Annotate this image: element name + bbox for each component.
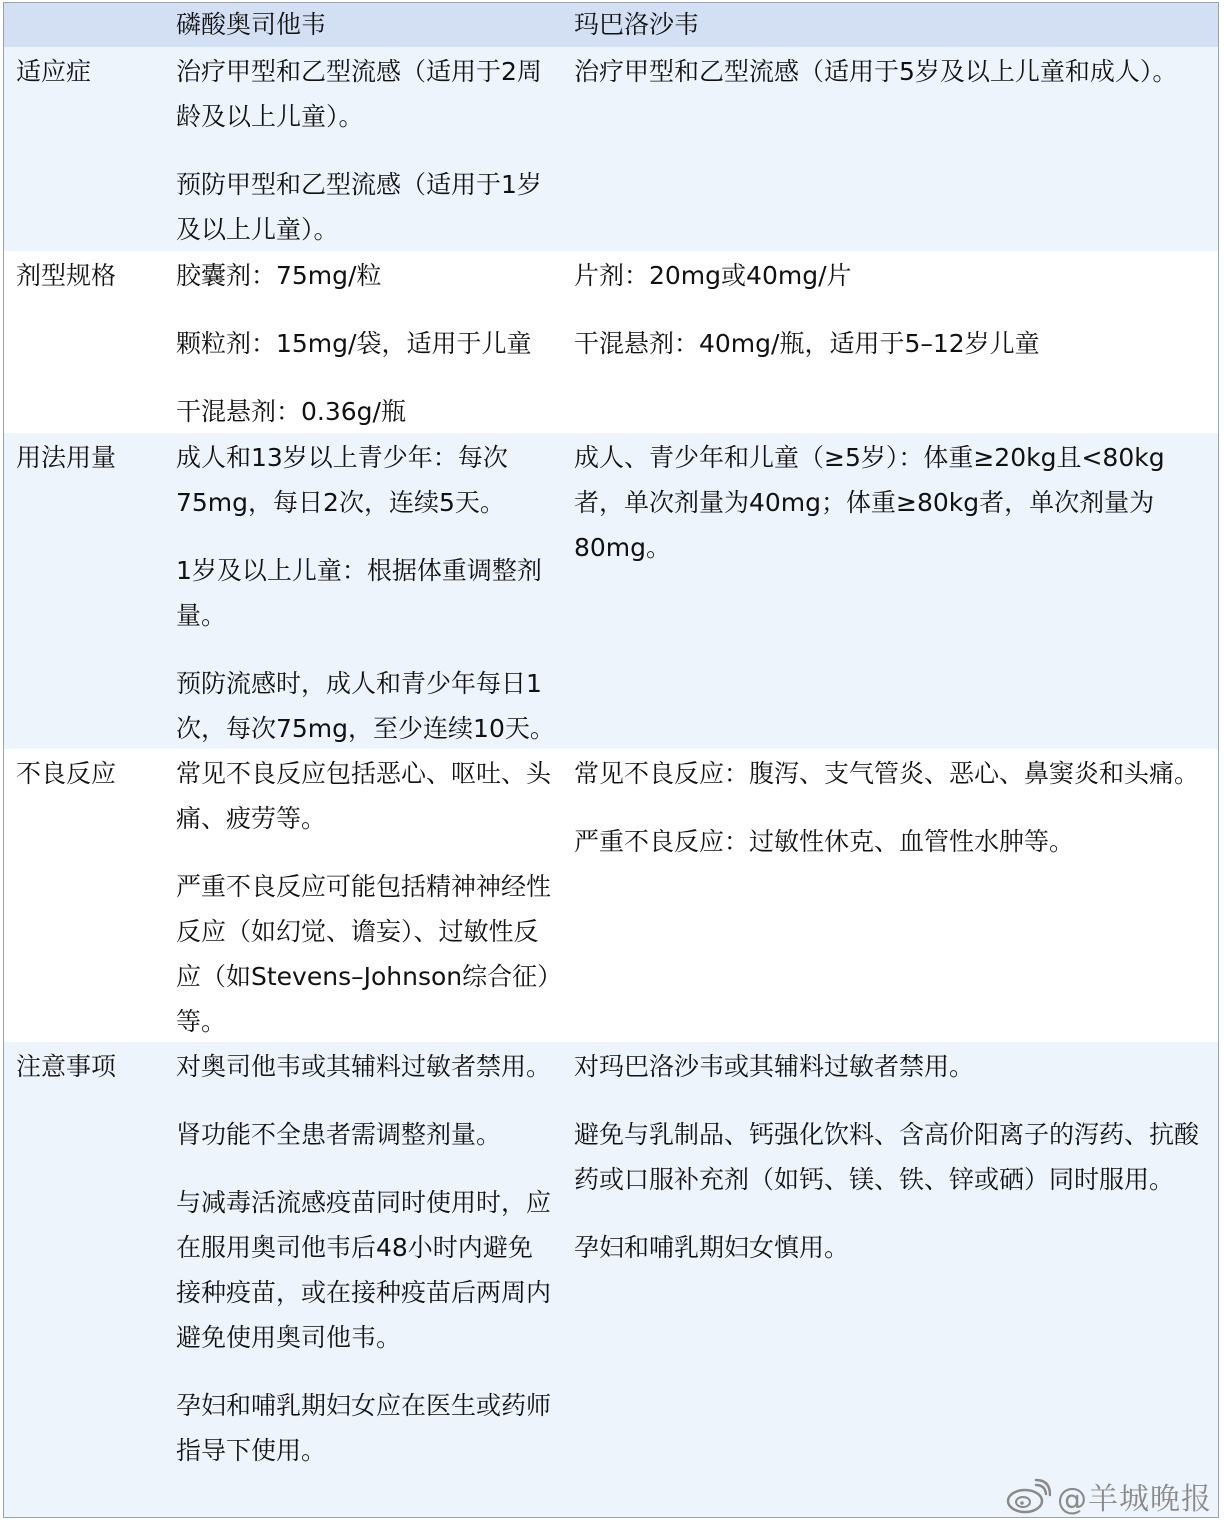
baloxavir-cell [562,749,1218,1042]
oseltamivir-cell [164,749,562,1042]
row-label: 不良反应 [16,759,117,788]
cell-paragraph: 预防甲型和乙型流感（适用于1岁及以上儿童）。 [176,170,542,244]
row-label: 适应症 [16,57,92,86]
drug-comparison-table [3,2,1219,1518]
header-cell-blank [4,3,164,47]
oseltamivir-cell [164,1042,562,1518]
cell-paragraph: 1岁及以上儿童：根据体重调整剂量。 [176,556,542,630]
cell-paragraph: 颗粒剂：15mg/袋，适用于儿童 [176,329,532,358]
header-cell-baloxavir: 玛巴洛沙韦 [574,10,700,39]
table-row [4,749,1218,1042]
cell-paragraph: 成人、青少年和儿童（≥5岁）：体重≥20kg且<80kg者，单次剂量为40mg；体重≥80kg者，单次剂量为80mg。 [574,443,1165,562]
cell-paragraph: 与减毒活流感疫苗同时使用时，应在服用奥司他韦后48小时内避免接种疫苗，或在接种疫苗后两周内避免使用奥司他韦。 [176,1188,552,1352]
baloxavir-cell [562,47,1218,251]
table-row [4,1042,1218,1518]
table-body [4,47,1218,1518]
cell-paragraph: 胶囊剂：75mg/粒 [176,261,382,290]
cell-paragraph: 常见不良反应：腹泻、支气管炎、恶心、鼻窦炎和头痛。 [574,759,1200,788]
oseltamivir-cell [164,47,562,251]
oseltamivir-cell [164,251,562,433]
cell-paragraph: 孕妇和哺乳期妇女慎用。 [574,1233,850,1262]
row-label: 剂型规格 [16,261,117,290]
cell-paragraph: 片剂：20mg或40mg/片 [574,261,852,290]
baloxavir-cell [562,1042,1218,1518]
row-label: 注意事项 [16,1052,117,1081]
table-row [4,433,1218,749]
cell-paragraph: 孕妇和哺乳期妇女应在医生或药师指导下使用。 [176,1391,552,1465]
header-cell-oseltamivir: 磷酸奥司他韦 [176,10,327,39]
cell-paragraph: 治疗甲型和乙型流感（适用于5岁及以上儿童和成人）。 [574,57,1178,86]
cell-paragraph: 严重不良反应：过敏性休克、血管性水肿等。 [574,827,1075,856]
cell-paragraph: 成人和13岁以上青少年：每次75mg，每日2次，连续5天。 [176,443,508,517]
cell-paragraph: 严重不良反应可能包括精神神经性反应（如幻觉、谵妄）、过敏性反应（如Stevens–Johnson综合征）等。 [176,872,552,1036]
cell-paragraph: 对玛巴洛沙韦或其辅料过敏者禁用。 [574,1052,975,1081]
baloxavir-cell [562,433,1218,749]
table-row [4,47,1218,251]
watermark-text: @羊城晚报 [1057,1482,1212,1517]
cell-paragraph: 对奥司他韦或其辅料过敏者禁用。 [176,1052,552,1081]
weibo-icon [1005,1477,1051,1515]
cell-paragraph: 干混悬剂：40mg/瓶，适用于5–12岁儿童 [574,329,1040,358]
cell-paragraph: 常见不良反应包括恶心、呕吐、头痛、疲劳等。 [176,759,552,833]
oseltamivir-cell [164,433,562,749]
cell-paragraph: 避免与乳制品、钙强化饮料、含高价阳离子的泻药、抗酸药或口服补充剂（如钙、镁、铁、锌或硒）同时服用。 [574,1120,1200,1194]
table-header-row [4,3,1218,47]
watermark [1005,1476,1212,1516]
cell-paragraph: 肾功能不全患者需调整剂量。 [176,1120,502,1149]
cell-paragraph: 治疗甲型和乙型流感（适用于2周龄及以上儿童）。 [176,57,542,131]
cell-paragraph: 干混悬剂：0.36g/瓶 [176,397,406,426]
baloxavir-cell [562,251,1218,433]
cell-paragraph: 预防流感时，成人和青少年每日1次，每次75mg，至少连续10天。 [176,669,555,743]
row-label: 用法用量 [16,443,117,472]
table-row [4,251,1218,433]
